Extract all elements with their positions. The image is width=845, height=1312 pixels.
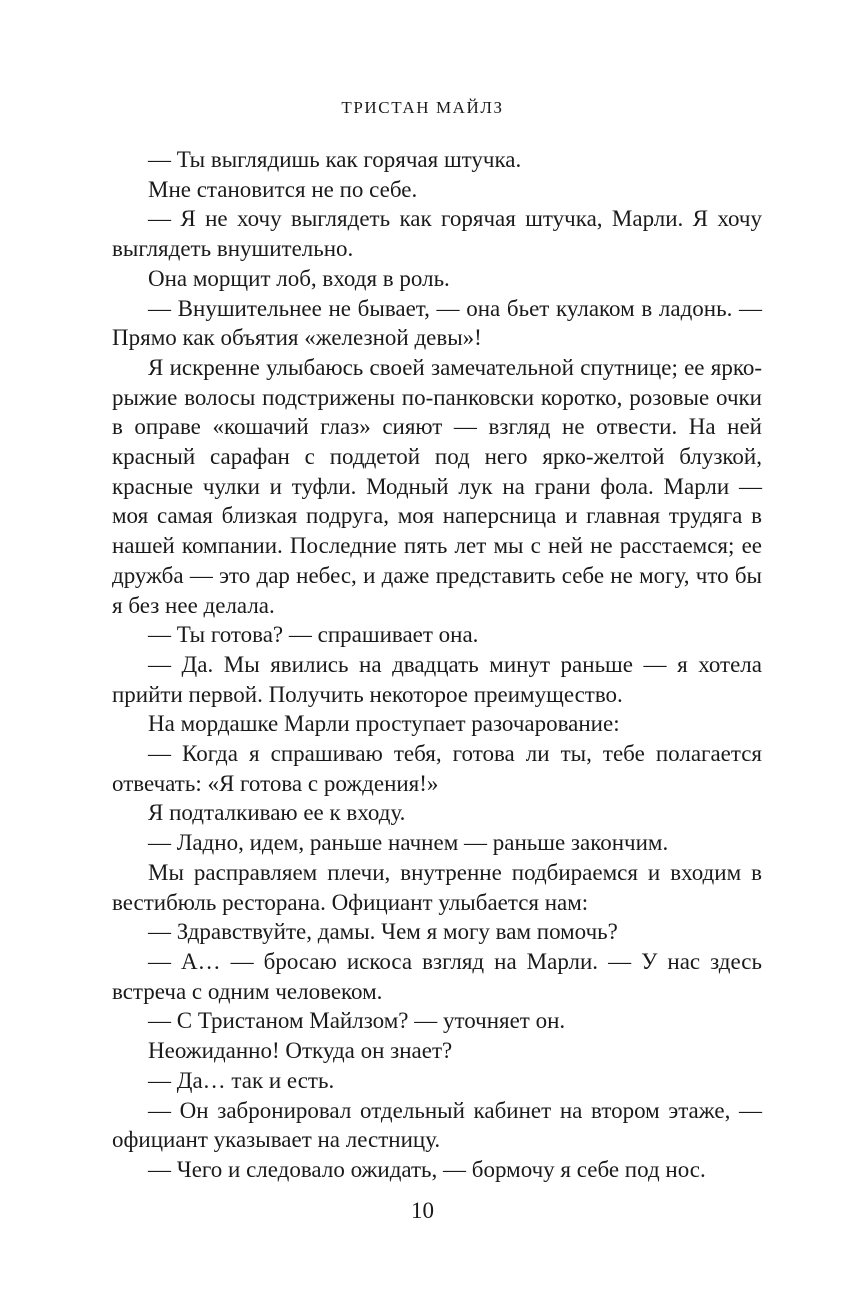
paragraph: — Чего и следовало ожидать, — бормочу я себе под нос. — [148, 1156, 706, 1182]
paragraph: — Да… так и есть. — [148, 1067, 335, 1093]
paragraph: Неожиданно! Откуда он знает? — [148, 1038, 453, 1064]
paragraph: — Он забронировал отдельный кабинет на втором этаже, — официант указывает на лестницу. — [112, 1097, 762, 1153]
paragraph: — Ты выглядишь как горячая штучка. — [148, 147, 522, 172]
page-number: 10 — [411, 1198, 434, 1223]
paragraph: На мордашке Марли проступает разочарование: — [148, 711, 620, 737]
paragraph: — Когда я спрашиваю тебя, готова ли ты, тебе полагается отвечать: «Я готова с рождения!» — [112, 741, 762, 796]
paragraph: Она морщит лоб, входя в роль. — [148, 265, 450, 291]
paragraph: Я подталкиваю ее к входу. — [148, 800, 406, 826]
paragraph: — Я не хочу выглядеть как горячая штучка, Марли. Я хочу выглядеть внушительно. — [112, 206, 762, 262]
running-title: ТРИСТАН МАЙЛЗ — [341, 98, 504, 117]
paragraph: Я искренне улыбаюсь своей замечательной спутнице; ее ярко-рыжие волосы подстрижены по-панковски коротко, розовые очки в оправе «кошачий глаз» сияют — взгляд не отвести. На ней красный сарафан с поддетой под него ярко-желтой блузкой, красные чулки и туфли. Модный лук на грани фола. Марли — моя самая близкая подруга, моя наперсница и главная трудяга в нашей компании. Последние пять лет мы с ней не расстаемся; ее дружба — это дар небес, и даже представить себе не могу, что бы я без нее делала. — [112, 354, 762, 618]
paragraph: — С Тристаном Майлзом? — уточняет он. — [148, 1008, 566, 1034]
paragraph: Мы расправляем плечи, внутренне подбираемся и входим в вестибюль ресторана. Официант улыбается нам: — [112, 859, 762, 915]
paragraph: — Здравствуйте, дамы. Чем я могу вам помочь? — [148, 919, 618, 945]
paragraph: — Ты готова? — спрашивает она. — [148, 622, 479, 648]
paragraph: — Внушительнее не бывает, — она бьет кулаком в ладонь. — Прямо как объятия «железной девы»! — [112, 295, 762, 351]
paragraph: Мне становится не по себе. — [148, 176, 418, 202]
paragraph: — Да. Мы явились на двадцать минут раньше — я хотела прийти первой. Получить некоторое преимущество. — [112, 651, 762, 707]
page-text — [112, 145, 762, 1185]
paragraph: — А… — бросаю искоса взгляд на Марли. — У нас здесь встреча с одним человеком. — [112, 948, 762, 1004]
paragraph: — Ладно, идем, раньше начнем — раньше закончим. — [148, 830, 669, 856]
